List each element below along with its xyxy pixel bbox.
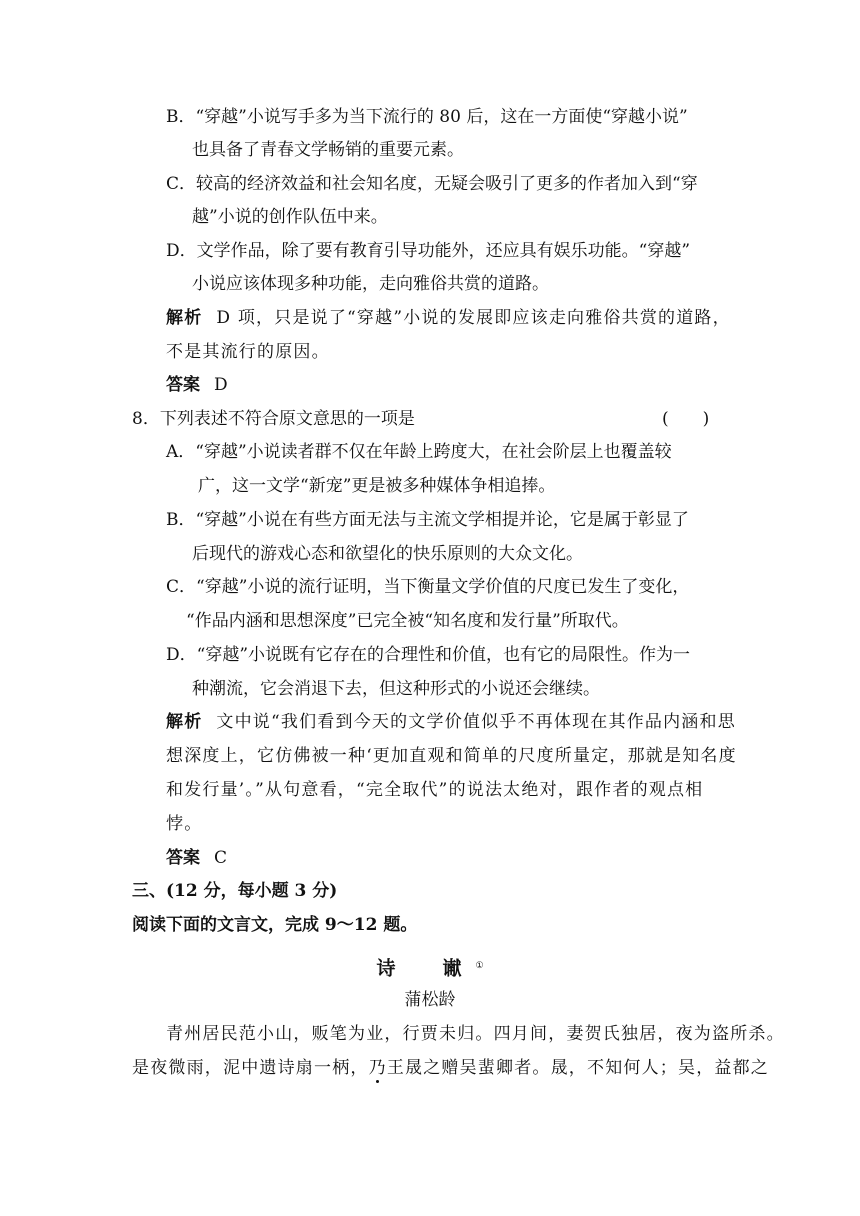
q8-analysis-line4: 悖。 bbox=[166, 814, 203, 834]
q7-answer-label: 答案 bbox=[166, 375, 200, 395]
q8-answer-bracket: ( ) bbox=[662, 409, 710, 429]
q8-option-d-line2: 种潮流，它会消退下去，但这种形式的小说还会继续。 bbox=[192, 679, 600, 699]
q7-answer bbox=[166, 374, 228, 396]
q8-analysis-line1 bbox=[166, 711, 736, 733]
q7-analysis-label: 解析 bbox=[166, 308, 203, 328]
passage-title-text: 诗 谳 bbox=[376, 957, 476, 980]
section-three-heading: 三、(12 分，每小题 3 分) bbox=[132, 881, 338, 901]
q7-option-d-line1: D．文学作品，除了要有教育引导功能外，还应具有娱乐功能。“穿越” bbox=[166, 241, 691, 261]
q7-option-b-line1: B．“穿越”小说写手多为当下流行的 80 后，这在一方面使“穿越小说” bbox=[166, 107, 688, 127]
q8-analysis-line3: 和发行量’。”从句意看，“完全取代”的说法太绝对，跟作者的观点相 bbox=[166, 780, 704, 800]
q7-option-b-line2: 也具备了青春文学畅销的重要元素。 bbox=[192, 140, 464, 160]
passage-line1: 青州居民范小山，贩笔为业，行贾未归。四月间，妻贺氏独居，夜为盗所杀。 bbox=[166, 1024, 785, 1044]
passage-author: 蒲松龄 bbox=[404, 990, 456, 1010]
q8-option-a-line1: A．“穿越”小说读者群不仅在年龄上跨度大，在社会阶层上也覆盖较 bbox=[166, 442, 672, 462]
passage-line2 bbox=[132, 1057, 769, 1079]
q8-option-d-line1: D．“穿越”小说既有它存在的合理性和价值，也有它的局限性。作为一 bbox=[166, 645, 691, 665]
passage-line2-start: 是夜微雨，泥中遗诗扇一柄， bbox=[132, 1058, 369, 1078]
q8-analysis-text: 文中说“我们看到今天的文学价值似乎不再体现在其作品内涵和思 bbox=[216, 712, 736, 732]
passage-footnote-mark: ① bbox=[475, 961, 484, 971]
q8-analysis-label: 解析 bbox=[166, 712, 203, 732]
q7-option-c-line2: 越”小说的创作队伍中来。 bbox=[192, 207, 388, 227]
q7-option-c-line1: C．较高的经济效益和社会知名度，无疑会吸引了更多的作者加入到“穿 bbox=[166, 174, 698, 194]
emphasis-dotted-char: 乃 bbox=[368, 1058, 387, 1078]
q8-answer-value: C bbox=[214, 848, 228, 868]
q7-analysis-line1 bbox=[166, 307, 731, 329]
q8-option-c-line1: C．“穿越”小说的流行证明，当下衡量文学价值的尺度已发生了变化， bbox=[166, 577, 690, 597]
q7-option-d-line2: 小说应该体现多种功能，走向雅俗共赏的道路。 bbox=[192, 274, 549, 294]
q7-analysis-text: D 项，只是说了“穿越”小说的发展即应该走向雅俗共赏的道路， bbox=[216, 308, 731, 328]
section-three-instruction: 阅读下面的文言文，完成 9～12 题。 bbox=[132, 915, 418, 935]
passage-title bbox=[0, 955, 860, 981]
q8-answer bbox=[166, 847, 227, 869]
q8-analysis-line2: 想深度上，它仿佛被一种‘更加直观和简单的尺度所量定，那就是知名度 bbox=[166, 746, 737, 766]
q8-option-b-line2: 后现代的游戏心态和欲望化的快乐原则的大众文化。 bbox=[192, 544, 583, 564]
passage-line2-end: 王晟之赠吴蜚卿者。晟，不知何人；吴，益都之 bbox=[386, 1058, 770, 1078]
q8-option-b-line1: B．“穿越”小说在有些方面无法与主流文学相提并论，它是属于彰显了 bbox=[166, 510, 689, 530]
q8-stem: 8．下列表述不符合原文意思的一项是 bbox=[132, 409, 415, 429]
q8-answer-label: 答案 bbox=[166, 848, 200, 868]
q8-option-a-line2: 广，这一文学“新宠”更是被多种媒体争相追捧。 bbox=[198, 476, 556, 496]
q7-answer-value: D bbox=[214, 375, 228, 395]
q7-analysis-line2: 不是其流行的原因。 bbox=[166, 342, 330, 362]
q8-option-c-line2: “作品内涵和思想深度”已完全被“知名度和发行量”所取代。 bbox=[186, 611, 629, 631]
